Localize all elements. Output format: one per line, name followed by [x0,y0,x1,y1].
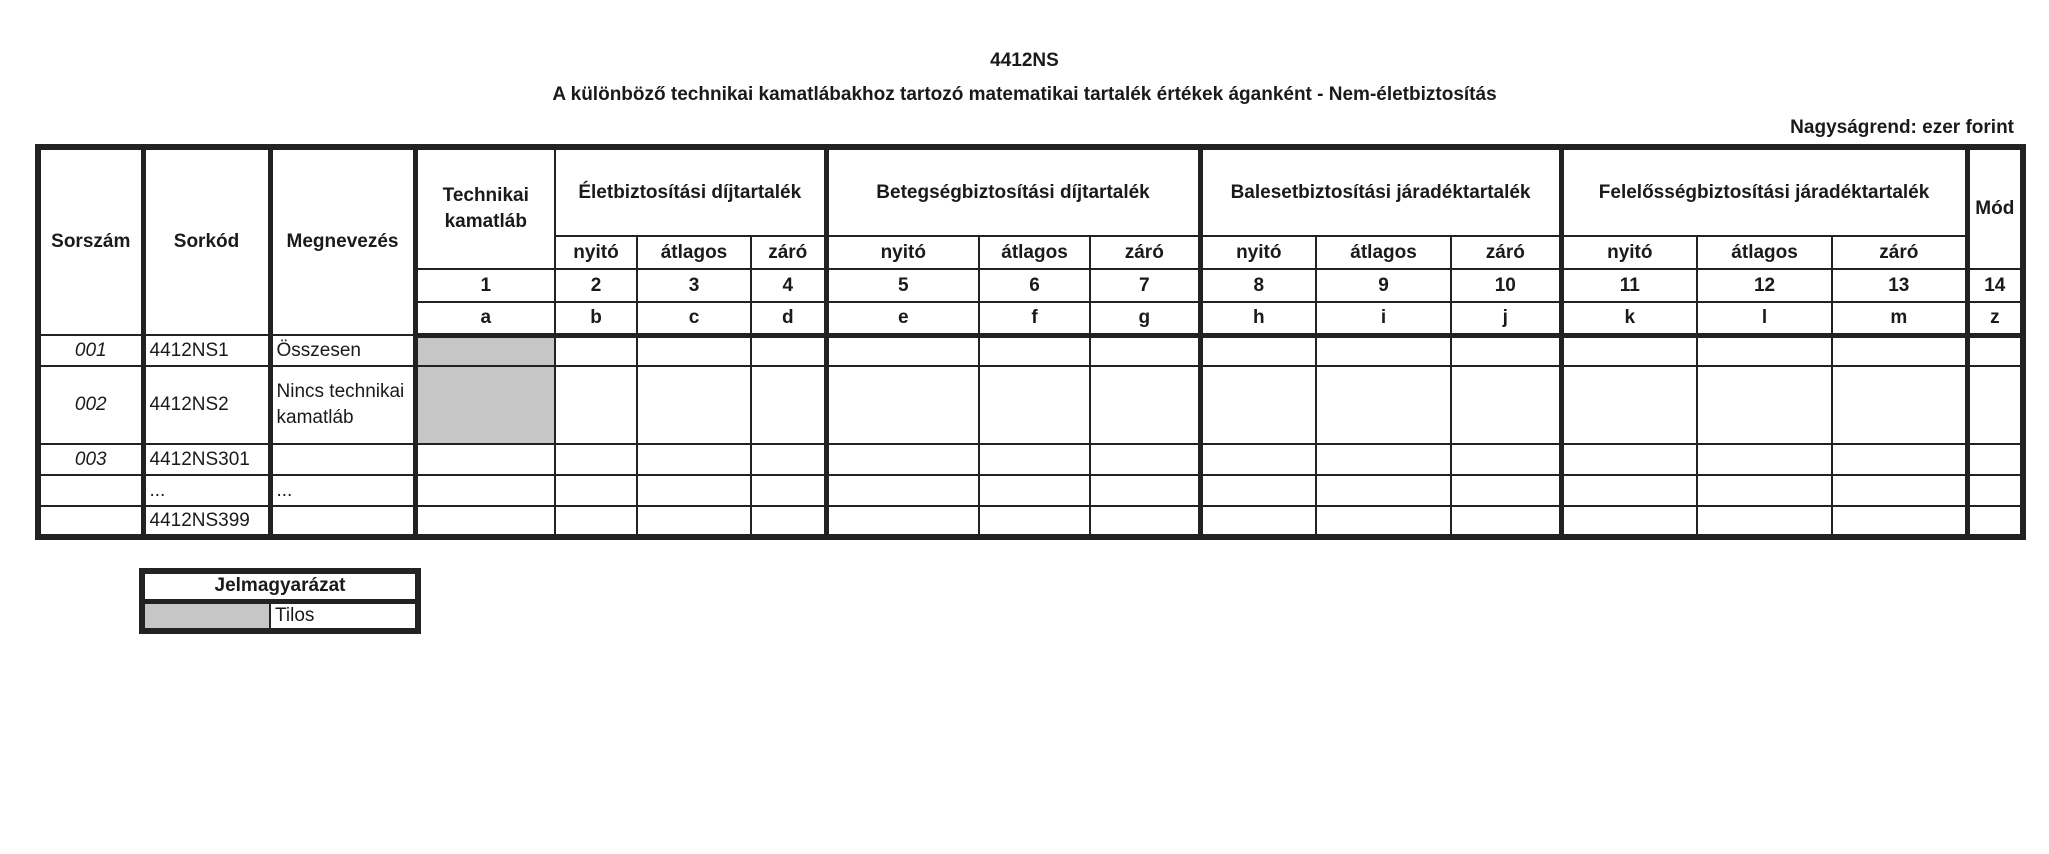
header-sub-zaro: záró [1090,236,1200,269]
col-number: 9 [1316,269,1451,302]
value-cell[interactable] [415,444,555,475]
value-cell[interactable] [637,444,751,475]
header-sub-nyito: nyitó [1200,236,1316,269]
value-cell[interactable] [979,335,1090,366]
value-cell[interactable] [1561,444,1697,475]
header-group-betegsegbiztositasi: Betegségbiztosítási díjtartalék [826,147,1200,236]
form-code: 4412NS [990,50,1059,71]
value-cell[interactable] [826,335,979,366]
value-cell[interactable] [1200,335,1316,366]
forbidden-cell [415,366,555,444]
value-cell[interactable] [1967,444,2023,475]
value-cell[interactable] [1090,366,1200,444]
value-cell[interactable] [1561,335,1697,366]
row-code: 4412NS301 [143,444,270,475]
value-cell[interactable] [1090,475,1200,506]
value-cell[interactable] [1697,335,1832,366]
value-cell[interactable] [1832,506,1967,537]
table-row [38,475,2023,506]
value-cell[interactable] [1561,366,1697,444]
col-number: 3 [637,269,751,302]
value-cell[interactable] [1832,444,1967,475]
value-cell[interactable] [1451,444,1561,475]
value-cell[interactable] [826,475,979,506]
col-number: 13 [1832,269,1967,302]
row-code: 4412NS2 [143,366,270,444]
header-technikai-kamatlab: Technikai kamatláb [415,147,555,269]
col-letter: c [637,302,751,335]
unit-note: Nagyságrend: ezer forint [1790,117,2014,138]
header-sub-nyito: nyitó [826,236,979,269]
value-cell[interactable] [1967,506,2023,537]
value-cell[interactable] [979,475,1090,506]
data-table [35,144,2026,540]
value-cell[interactable] [1316,444,1451,475]
value-cell[interactable] [751,335,826,366]
header-row-groups [38,147,2023,236]
forbidden-cell [415,335,555,366]
table-row [38,444,2023,475]
col-number: 4 [751,269,826,302]
col-letter: f [979,302,1090,335]
value-cell[interactable] [415,506,555,537]
value-cell[interactable] [1316,506,1451,537]
col-number: 2 [555,269,637,302]
value-cell[interactable] [751,444,826,475]
value-cell[interactable] [1200,444,1316,475]
value-cell[interactable] [1200,366,1316,444]
value-cell[interactable] [637,475,751,506]
col-letter: m [1832,302,1967,335]
value-cell[interactable] [979,506,1090,537]
header-group-balesetbiztositasi: Balesetbiztosítási járadéktartalék [1200,147,1561,236]
row-number: 003 [38,444,143,475]
value-cell[interactable] [1090,335,1200,366]
value-cell[interactable] [1090,506,1200,537]
header-sub-zaro: záró [1451,236,1561,269]
header-sub-atlagos: átlagos [637,236,751,269]
value-cell[interactable] [751,366,826,444]
table-row [38,335,2023,366]
value-cell[interactable] [555,444,637,475]
col-letter: j [1451,302,1561,335]
col-letter: k [1561,302,1697,335]
value-cell[interactable] [826,444,979,475]
col-letter: l [1697,302,1832,335]
value-cell[interactable] [555,366,637,444]
col-number: 14 [1967,269,2023,302]
value-cell[interactable] [555,475,637,506]
header-group-eletbiztositasi: Életbiztosítási díjtartalék [555,147,826,236]
col-number: 1 [415,269,555,302]
table-row [38,366,2023,444]
header-sorszam: Sorszám [38,147,143,335]
value-cell[interactable] [1200,506,1316,537]
value-cell[interactable] [826,506,979,537]
value-cell[interactable] [1832,366,1967,444]
value-cell[interactable] [826,366,979,444]
col-number: 6 [979,269,1090,302]
value-cell[interactable] [1451,506,1561,537]
row-name: ... [270,475,415,506]
value-cell[interactable] [1451,475,1561,506]
header-sub-nyito: nyitó [1561,236,1697,269]
value-cell[interactable] [1697,475,1832,506]
value-cell[interactable] [1967,335,2023,366]
header-sub-zaro: záró [1832,236,1967,269]
row-code: 4412NS1 [143,335,270,366]
row-number [38,475,143,506]
row-name [270,506,415,537]
value-cell[interactable] [1090,444,1200,475]
value-cell[interactable] [1561,475,1697,506]
row-number: 001 [38,335,143,366]
col-letter: e [826,302,979,335]
col-number: 8 [1200,269,1316,302]
legend-forbidden-swatch [142,601,270,631]
header-sub-nyito: nyitó [555,236,637,269]
legend-title: Jelmagyarázat [142,571,418,601]
value-cell[interactable] [1697,444,1832,475]
col-letter: z [1967,302,2023,335]
value-cell[interactable] [1200,475,1316,506]
value-cell[interactable] [1697,366,1832,444]
value-cell[interactable] [555,506,637,537]
row-code: ... [143,475,270,506]
col-letter: a [415,302,555,335]
data-rows [38,335,2023,537]
value-cell[interactable] [979,444,1090,475]
col-letter: h [1200,302,1316,335]
col-letter: g [1090,302,1200,335]
header-group-felelossegbiztositasi: Felelősségbiztosítási járadéktartalék [1561,147,1967,236]
row-name: Összesen [270,335,415,366]
value-cell[interactable] [979,366,1090,444]
row-name: Nincs technikai kamatláb [270,366,415,444]
value-cell[interactable] [1967,475,2023,506]
value-cell[interactable] [1451,335,1561,366]
value-cell[interactable] [751,506,826,537]
header-mod: Mód [1967,147,2023,269]
legend [139,568,421,634]
value-cell[interactable] [1316,475,1451,506]
col-number: 12 [1697,269,1832,302]
col-letter: i [1316,302,1451,335]
form-title: A különböző technikai kamatlábakhoz tartozó matematikai tartalék értékek áganként - Nem-életbiztosítás [552,84,1497,105]
row-number: 002 [38,366,143,444]
value-cell[interactable] [1561,506,1697,537]
header-megnevezes: Megnevezés [270,147,415,335]
legend-forbidden-label: Tilos [270,601,418,631]
value-cell[interactable] [637,506,751,537]
col-number: 11 [1561,269,1697,302]
row-code: 4412NS399 [143,506,270,537]
value-cell[interactable] [415,475,555,506]
value-cell[interactable] [637,366,751,444]
header-sub-atlagos: átlagos [1697,236,1832,269]
value-cell[interactable] [1832,475,1967,506]
col-number: 10 [1451,269,1561,302]
value-cell[interactable] [555,335,637,366]
value-cell[interactable] [1967,366,2023,444]
row-number [38,506,143,537]
header-sub-zaro: záró [751,236,826,269]
header-sub-atlagos: átlagos [979,236,1090,269]
value-cell[interactable] [1697,506,1832,537]
col-number: 7 [1090,269,1200,302]
value-cell[interactable] [1316,335,1451,366]
value-cell[interactable] [1451,366,1561,444]
value-cell[interactable] [637,335,751,366]
value-cell[interactable] [1316,366,1451,444]
header-sorkod: Sorkód [143,147,270,335]
col-letter: d [751,302,826,335]
table-row [38,506,2023,537]
col-number: 5 [826,269,979,302]
col-letter: b [555,302,637,335]
header-sub-atlagos: átlagos [1316,236,1451,269]
value-cell[interactable] [1832,335,1967,366]
value-cell[interactable] [751,475,826,506]
row-name [270,444,415,475]
